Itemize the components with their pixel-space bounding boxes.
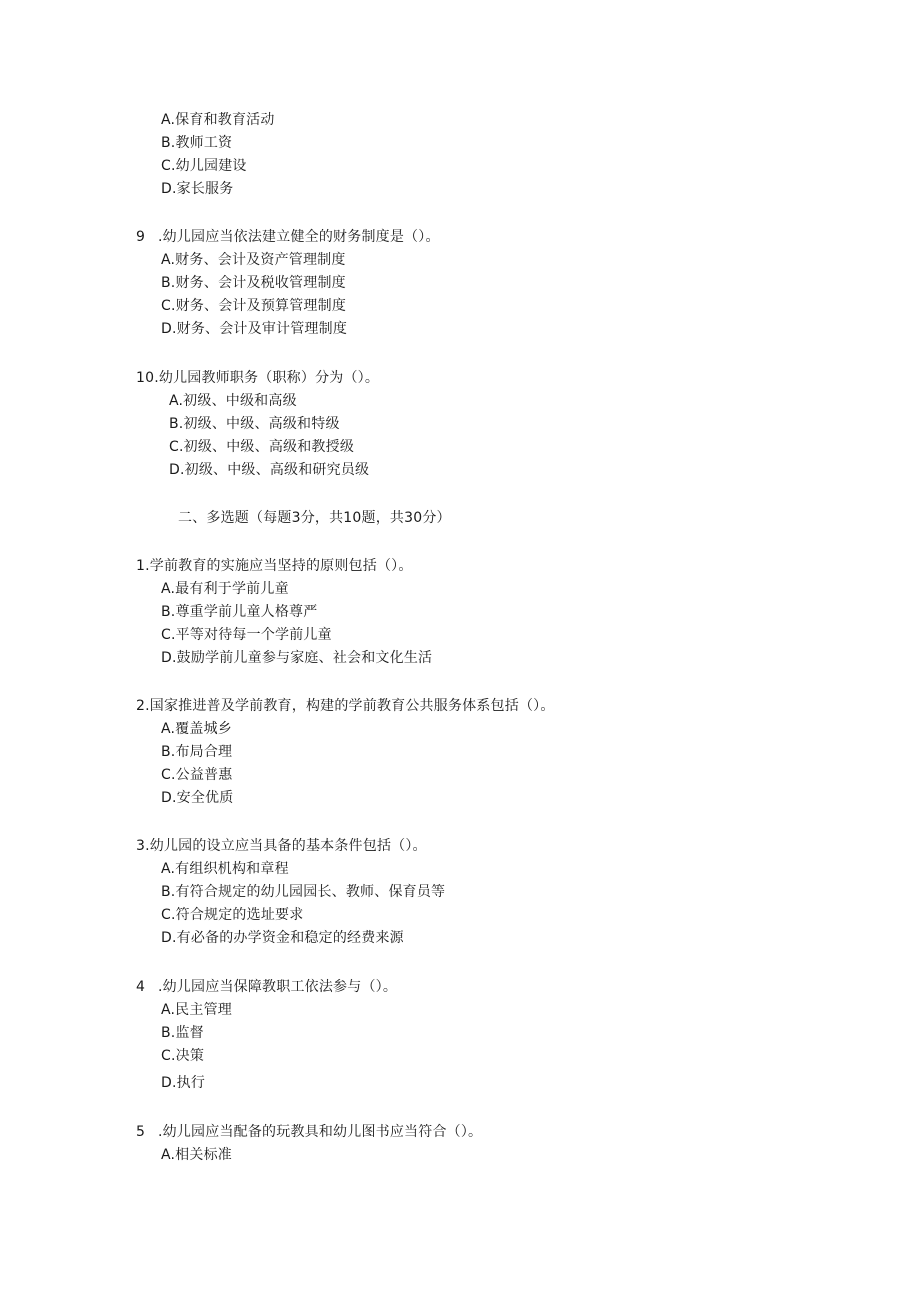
option-text: D.财务、会计及审计管理制度 xyxy=(161,321,348,337)
option-text: D.家长服务 xyxy=(161,181,234,197)
section-heading: 二、多选题（每题3分，共10题，共30分） xyxy=(178,510,451,526)
multi-question-5 xyxy=(136,1123,482,1141)
question-text: .幼儿园应当配备的玩教具和幼儿图书应当符合（）。 xyxy=(158,1124,483,1140)
question-number: 5 xyxy=(136,1124,146,1140)
option-text: D.执行 xyxy=(161,1075,206,1091)
option-text: B.尊重学前儿童人格尊严 xyxy=(161,604,318,620)
option-text: B.有符合规定的幼儿园园长、教师、保育员等 xyxy=(161,884,446,900)
option-text: D.安全优质 xyxy=(161,790,234,806)
option-text: D.鼓励学前儿童参与家庭、社会和文化生活 xyxy=(161,650,433,666)
option-text: B.教师工资 xyxy=(161,135,233,151)
multi-question-4 xyxy=(136,978,397,996)
option-text: C.公益普惠 xyxy=(161,767,233,783)
question-9 xyxy=(136,228,440,246)
option-text: B.监督 xyxy=(161,1025,204,1041)
option-text: D.初级、中级、高级和研究员级 xyxy=(169,462,370,478)
option-text: A.保育和教育活动 xyxy=(161,112,275,128)
option-text: C.财务、会计及预算管理制度 xyxy=(161,298,347,314)
multi-question-3: 3.幼儿园的设立应当具备的基本条件包括（）。 xyxy=(136,838,427,854)
question-text: .幼儿园应当保障教职工依法参与（）。 xyxy=(158,979,398,995)
question-number: 9 xyxy=(136,229,146,245)
option-text: B.财务、会计及税收管理制度 xyxy=(161,275,346,291)
option-text: A.财务、会计及资产管理制度 xyxy=(161,252,346,268)
option-text: A.覆盖城乡 xyxy=(161,721,232,737)
option-text: A.最有利于学前儿童 xyxy=(161,581,289,597)
option-text: B.初级、中级、高级和特级 xyxy=(169,416,340,432)
option-text: C.平等对待每一个学前儿童 xyxy=(161,627,332,643)
multi-question-2: 2.国家推进普及学前教育，构建的学前教育公共服务体系包括（）。 xyxy=(136,698,555,714)
question-number: 4 xyxy=(136,979,146,995)
option-text: A.有组织机构和章程 xyxy=(161,861,289,877)
option-text: A.初级、中级和高级 xyxy=(169,393,297,409)
option-text: B.布局合理 xyxy=(161,744,233,760)
option-text: C.决策 xyxy=(161,1048,205,1064)
option-text: C.符合规定的选址要求 xyxy=(161,907,304,923)
option-text: C.初级、中级、高级和教授级 xyxy=(169,439,355,455)
question-text: .幼儿园应当依法建立健全的财务制度是（）。 xyxy=(158,229,440,245)
option-text: D.有必备的办学资金和稳定的经费来源 xyxy=(161,930,404,946)
multi-question-1: 1.学前教育的实施应当坚持的原则包括（）。 xyxy=(136,558,413,574)
option-text: A.民主管理 xyxy=(161,1002,232,1018)
option-text: C.幼儿园建设 xyxy=(161,158,247,174)
option-text: A.相关标准 xyxy=(161,1147,232,1163)
question-10: 10.幼儿园教师职务（职称）分为（）。 xyxy=(136,370,380,386)
